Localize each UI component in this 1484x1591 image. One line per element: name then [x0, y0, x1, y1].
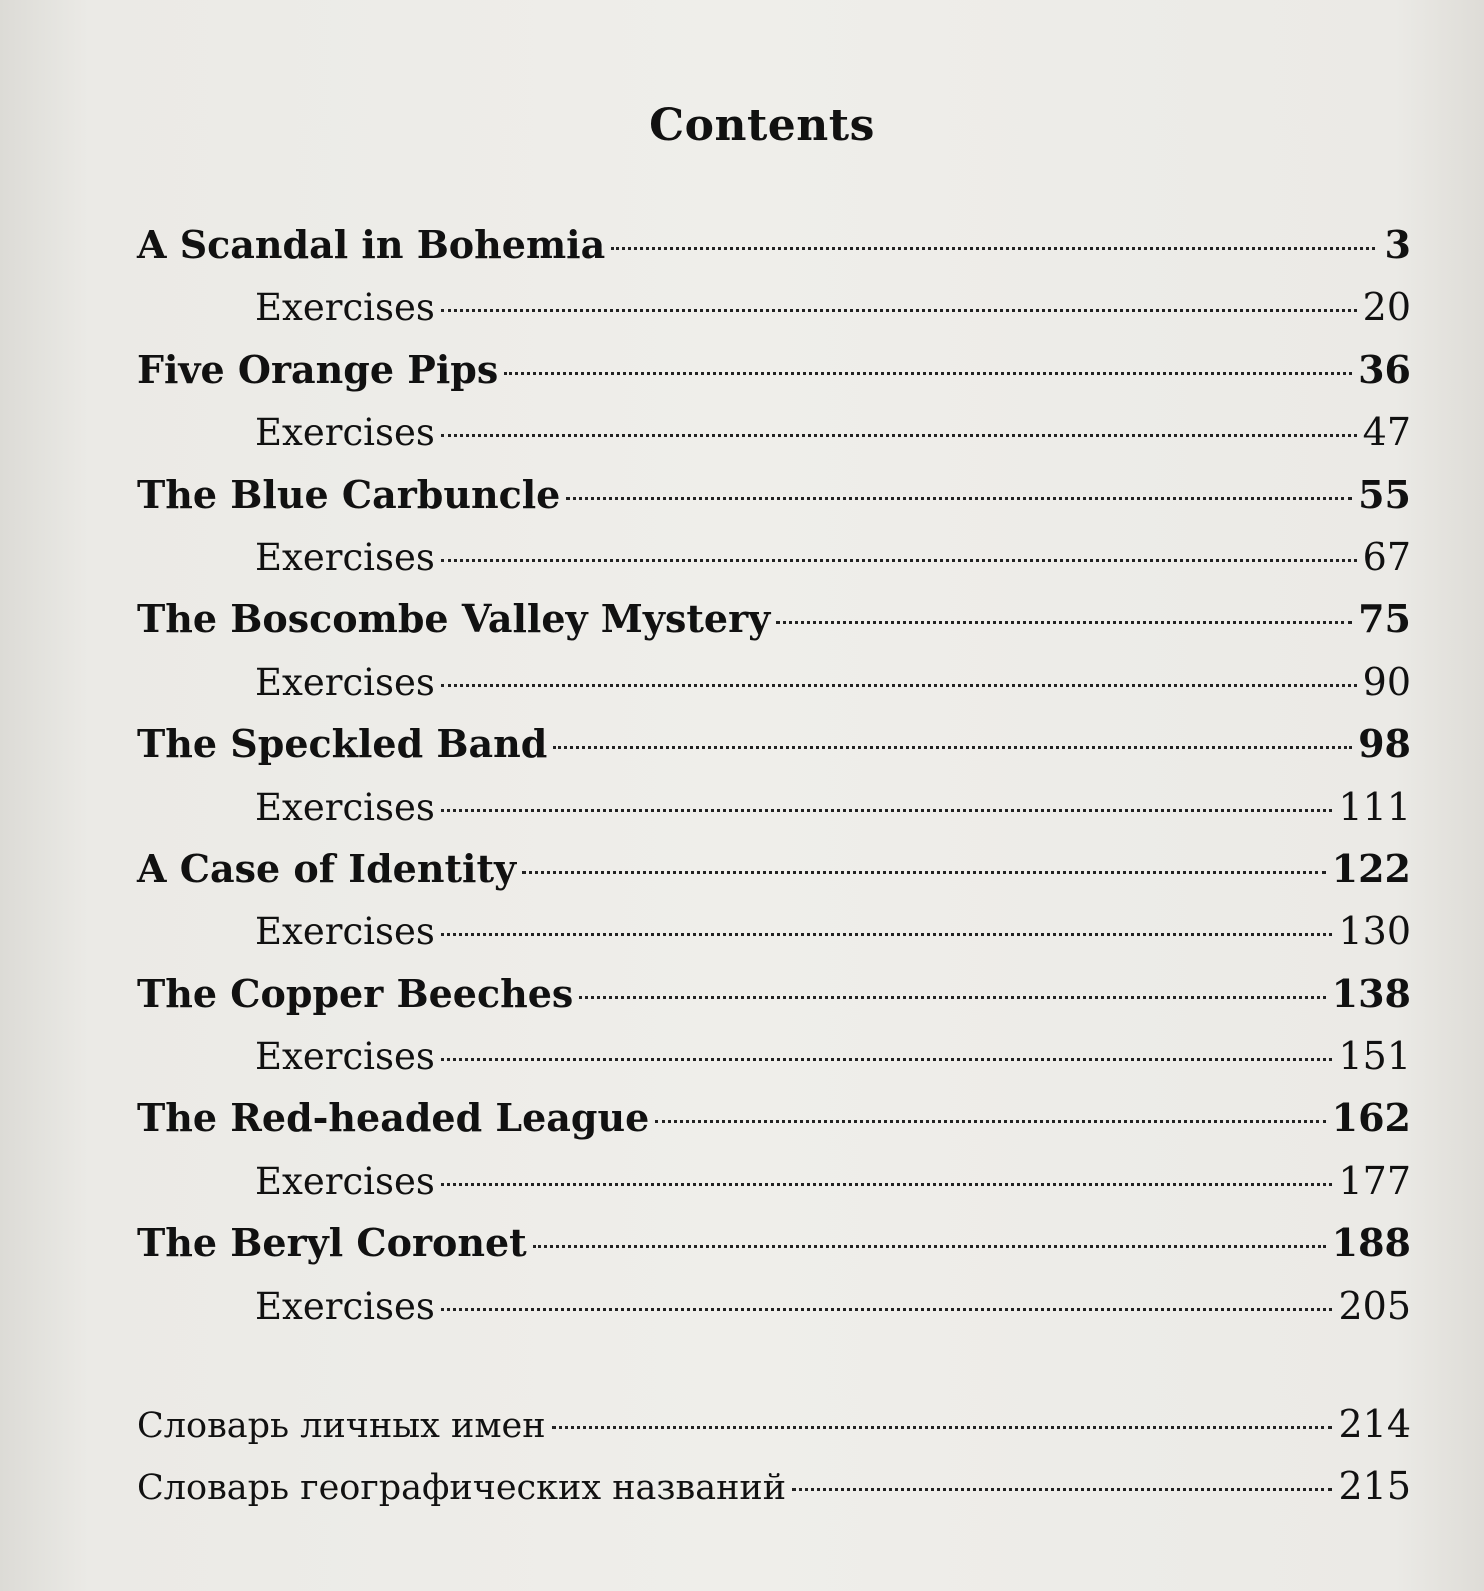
dot-leader: [441, 1183, 1333, 1186]
dot-leader: [566, 497, 1352, 500]
dot-leader: [579, 996, 1325, 999]
toc-entry-label: Exercises: [255, 411, 435, 455]
toc-entry-page: 111: [1338, 784, 1411, 829]
dot-leader: [441, 684, 1357, 687]
dot-leader: [552, 1426, 1333, 1429]
table-of-contents: [137, 214, 1411, 1518]
toc-entry-page: 75: [1358, 596, 1411, 642]
toc-entry[interactable]: [137, 464, 1411, 526]
toc-entry-page: 214: [1338, 1402, 1411, 1447]
toc-entry-page: 188: [1331, 1220, 1411, 1266]
toc-entry-label: The Speckled Band: [137, 721, 548, 767]
toc-entry-page: 130: [1338, 909, 1411, 954]
dot-leader: [792, 1488, 1332, 1491]
toc-entry-page: 205: [1338, 1283, 1411, 1328]
dot-leader: [441, 434, 1357, 437]
toc-entry[interactable]: [137, 1087, 1411, 1149]
toc-entry[interactable]: [137, 713, 1411, 775]
dot-leader: [441, 933, 1333, 936]
toc-entry-page: 67: [1362, 534, 1411, 579]
toc-entry-page: 122: [1331, 845, 1411, 891]
toc-entry-page: 55: [1358, 471, 1411, 517]
dot-leader: [553, 746, 1352, 749]
toc-entry[interactable]: [137, 963, 1411, 1025]
dot-leader: [655, 1120, 1325, 1123]
toc-entry-page: 36: [1358, 346, 1411, 392]
toc-entry[interactable]: [137, 838, 1411, 900]
toc-entry[interactable]: [137, 651, 1411, 713]
dot-leader: [441, 809, 1333, 812]
toc-entry-label: The Copper Beeches: [137, 970, 574, 1016]
toc-entry-label: A Case of Identity: [137, 845, 517, 891]
toc-entry-page: 162: [1331, 1095, 1411, 1141]
dot-leader: [504, 372, 1352, 375]
toc-entry[interactable]: [137, 276, 1411, 338]
toc-entry[interactable]: [137, 526, 1411, 588]
toc-entry-label: Exercises: [255, 1035, 435, 1079]
toc-entry[interactable]: [137, 401, 1411, 463]
toc-entry-page: 177: [1338, 1158, 1411, 1203]
dot-leader: [441, 1308, 1333, 1311]
toc-entry-page: 215: [1338, 1464, 1411, 1509]
toc-entry-page: 98: [1358, 721, 1411, 767]
toc-entry-page: 3: [1384, 222, 1411, 267]
dot-leader: [776, 621, 1352, 624]
toc-entry-label: Словарь личных имен: [137, 1406, 546, 1447]
toc-entry-label: Exercises: [255, 286, 435, 330]
toc-entry-page: 20: [1362, 285, 1411, 330]
toc-entry[interactable]: [137, 1025, 1411, 1087]
toc-entry[interactable]: [137, 900, 1411, 962]
dot-leader: [441, 1058, 1333, 1061]
toc-entry-label: Exercises: [255, 785, 435, 829]
toc-entry-label: Exercises: [255, 660, 435, 704]
toc-entry-label: Exercises: [255, 1159, 435, 1203]
toc-entry-label: Exercises: [255, 1284, 435, 1328]
toc-entry-label: The Boscombe Valley Mystery: [137, 596, 771, 642]
section-gap: [137, 1337, 1411, 1393]
toc-entry-label: Exercises: [255, 535, 435, 579]
dot-leader: [522, 871, 1326, 874]
dot-leader: [533, 1245, 1326, 1248]
toc-entry[interactable]: [137, 776, 1411, 838]
dot-leader: [441, 309, 1357, 312]
toc-entry-page: 90: [1362, 659, 1411, 704]
toc-entry-label: Exercises: [255, 910, 435, 954]
toc-entry[interactable]: [137, 214, 1411, 276]
toc-entry-label: A Scandal in Bohemia: [137, 222, 606, 267]
toc-entry[interactable]: [137, 588, 1411, 650]
toc-entry-page: 47: [1362, 410, 1411, 455]
contents-title: Contents: [649, 100, 875, 151]
toc-entry-label: The Blue Carbuncle: [137, 471, 561, 517]
toc-entry-label: Five Orange Pips: [137, 346, 499, 392]
dot-leader: [441, 559, 1357, 562]
toc-entry[interactable]: [137, 339, 1411, 401]
toc-entry-dictionary[interactable]: [137, 1455, 1411, 1517]
toc-entry-label: The Red-headed League: [137, 1095, 650, 1141]
toc-entry[interactable]: [137, 1212, 1411, 1274]
toc-entry-label: The Beryl Coronet: [137, 1220, 527, 1266]
dot-leader: [611, 247, 1375, 250]
toc-entry-page: 138: [1331, 970, 1411, 1016]
toc-entry[interactable]: [137, 1150, 1411, 1212]
toc-entry-dictionary[interactable]: [137, 1393, 1411, 1455]
toc-entry-page: 151: [1338, 1034, 1411, 1079]
toc-entry[interactable]: [137, 1275, 1411, 1337]
toc-entry-label: Словарь географических названий: [137, 1468, 787, 1509]
